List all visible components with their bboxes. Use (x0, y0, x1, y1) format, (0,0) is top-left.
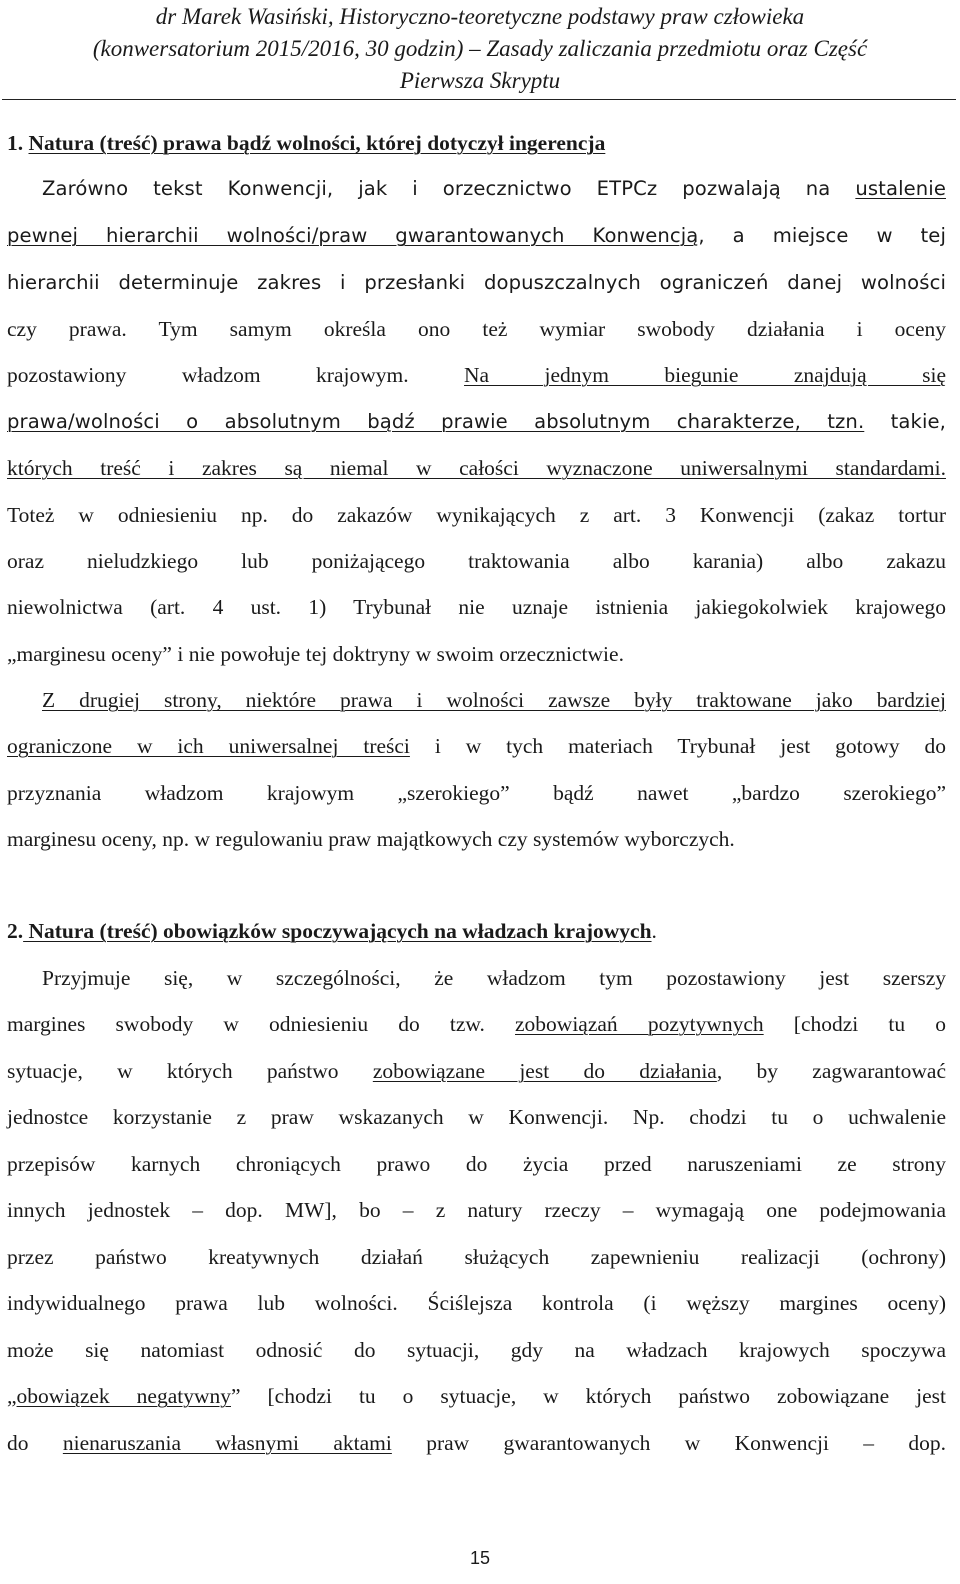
paragraph-line (7, 360, 946, 390)
paragraph-line (42, 174, 946, 204)
text-run: , by zagwarantować (716, 1059, 946, 1083)
text-run: ” [chodzi tu o sytuacje, w których państwo zobowiązane jest (231, 1384, 947, 1408)
paragraph-line (7, 1428, 946, 1458)
underlined-text: ustalenie (855, 177, 946, 200)
paragraph-line: Przyjmuje się, w szczególności, że władzom tym pozostawiony jest szerszy (42, 966, 946, 990)
paragraph-line: innych jednostek – dop. MW], bo – z natury rzeczy – wymagają one podejmowania (7, 1198, 946, 1222)
section-2-heading (7, 916, 946, 946)
paragraph-line: indywidualnego prawa lub wolności. Ściślejsza kontrola (i węższy margines oceny) (7, 1291, 946, 1315)
paragraph-line: hierarchii determinuje zakres i przesłanki dopuszczalnych ograniczeń danej wolności (7, 271, 946, 294)
paragraph-line: może się natomiast odnosić do sytuacji, gdy na władzach krajowych spoczywa (7, 1338, 946, 1362)
paragraph-line (7, 1009, 946, 1039)
text-run: sytuacje, w których państwo (7, 1059, 373, 1083)
paragraph-line: marginesu oceny, np. w regulowaniu praw majątkowych czy systemów wyborczych. (7, 827, 735, 851)
paragraph-line: oraz nieludzkiego lub poniżającego traktowania albo karania) albo zakazu (7, 549, 946, 573)
section-number: 1. (7, 131, 29, 155)
paragraph-line: przepisów karnych chroniących prawo do życia przed naruszeniami ze strony (7, 1152, 946, 1176)
paragraph-line: Toteż w odniesieniu np. do zakazów wynikających z art. 3 Konwencji (zakaz tortur (7, 503, 946, 527)
text-run: Zarówno tekst Konwencji, jak i orzecznictwo ETPCz pozwalają na (42, 177, 856, 200)
underlined-text: Z drugiej strony, niektóre prawa i wolności zawsze były traktowane jako bardziej (42, 688, 946, 712)
header-line: Pierwsza Skryptu (399, 68, 561, 93)
header-line: (konwersatorium 2015/2016, 30 godzin) – Zasady zaliczania przedmiotu oraz Część (92, 36, 868, 61)
underlined-text: zobowiązane jest do działania (372, 1059, 717, 1083)
underlined-text: Na jednym biegunie znajdują się (464, 363, 946, 387)
text-run: [chodzi tu o (763, 1012, 946, 1036)
text-run: margines swobody w odniesieniu do tzw. (7, 1012, 516, 1036)
text-run: do (7, 1431, 63, 1455)
underlined-text: nienaruszania własnymi aktami (62, 1431, 392, 1455)
page-number: 15 (469, 1548, 491, 1568)
paragraph-line (7, 407, 946, 437)
page-header (0, 0, 960, 97)
text-run: . (651, 919, 657, 943)
underlined-text: prawa/wolności o absolutnym bądź prawie absolutnym charakterze, tzn. (7, 410, 865, 433)
paragraph-line (7, 731, 946, 761)
paragraph-line (7, 453, 946, 483)
header-line: dr Marek Wasiński, Historyczno-teoretyczne podstawy praw człowieka (155, 4, 805, 29)
paragraph-line (7, 1056, 946, 1086)
paragraph-line: niewolnictwa (art. 4 ust. 1) Trybunał nie uznaje istnienia jakiegokolwiek krajowego (7, 595, 946, 619)
paragraph-line: „marginesu oceny” i nie powołuje tej doktryny w swoim orzecznictwie. (7, 642, 624, 666)
section-title: Natura (treść) obowiązków spoczywających na władzach krajowych (23, 919, 652, 943)
underlined-text: obowiązek negatywny (16, 1384, 231, 1408)
section-number: 2. (7, 919, 24, 943)
underlined-text: pewnej hierarchii wolności/praw gwarantowanych Konwencją (7, 224, 699, 247)
paragraph-line: przez państwo kreatywnych działań służących zapewnieniu realizacji (ochrony) (7, 1245, 946, 1269)
paragraph-line: czy prawa. Tym samym określa ono też wymiar swobody działania i oceny (7, 317, 946, 341)
underlined-text: których treść i zakres są niemal w całości wyznaczone uniwersalnymi standardami. (7, 456, 946, 480)
underlined-text: zobowiązań pozytywnych (515, 1012, 764, 1036)
paragraph-line: jednostce korzystanie z praw wskazanych w Konwencji. Np. chodzi tu o uchwalenie (7, 1105, 946, 1129)
section-1-heading (7, 128, 946, 158)
paragraph-line (7, 1381, 946, 1411)
paragraph-line: przyznania władzom krajowym „szerokiego” bądź nawet „bardzo szerokiego” (7, 781, 946, 805)
text-run: praw gwarantowanych w Konwencji – dop. (391, 1431, 947, 1455)
text-run: i w tych materiach Trybunał jest gotowy do (409, 734, 946, 758)
underlined-text: ograniczone w ich uniwersalnej treści (7, 734, 410, 758)
paragraph-line (7, 221, 946, 251)
text-run: , a miejsce w tej (698, 224, 946, 247)
text-run: takie, (864, 410, 946, 433)
text-run: pozostawiony władzom krajowym. (7, 363, 465, 387)
header-rule (2, 99, 956, 100)
text-run: „ (7, 1384, 17, 1408)
paragraph-line (42, 685, 946, 715)
section-title: Natura (treść) prawa bądź wolności, której dotyczył ingerencja (28, 131, 606, 155)
